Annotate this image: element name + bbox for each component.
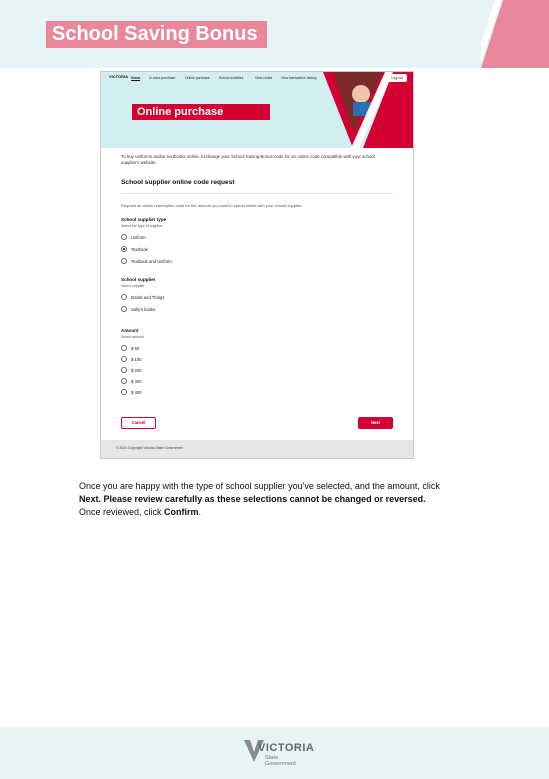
supplier-label: School supplier	[121, 277, 156, 282]
intro-text: To buy uniforms and/or textbooks online, exchange your School Saving Bonus code for an online code compatible with your school supplier's website.	[121, 154, 375, 165]
instruction-confirm: Confirm	[164, 507, 199, 517]
instruction-line-1: Once you are happy with the type of school supplier you've selected, and the amount, click	[79, 481, 440, 491]
logout-button[interactable]: Log out	[387, 74, 407, 82]
nav-home[interactable]: Home	[131, 76, 141, 80]
supplier-type-hint: Select the type of supplier	[121, 224, 163, 228]
instruction-paragraph	[79, 480, 509, 519]
divider	[121, 193, 393, 194]
option-amount-100-label: $ 100	[131, 357, 142, 362]
option-sallys-books-label: Sally's books	[131, 307, 156, 312]
request-text: Request an online redemption code for the amount you want to spend online with your school supplier.	[121, 203, 303, 208]
nav-school-activities[interactable]: School activities	[219, 76, 244, 80]
section-title: School supplier online code request	[121, 179, 235, 186]
header-decoration	[481, 0, 549, 68]
radio-amount-300[interactable]	[121, 378, 127, 384]
nav-view-codes[interactable]: View codes	[255, 76, 273, 80]
copyright-text: © 2024 Copyright Victoria State Government	[116, 446, 184, 450]
victoria-logo	[109, 75, 128, 79]
next-button[interactable]: Next	[358, 417, 393, 429]
radio-textbook-and-uniform[interactable]	[121, 258, 127, 264]
logo-line-state: State	[265, 755, 279, 761]
option-amount-50-label: $ 50	[131, 346, 140, 351]
instruction-line-3-prefix: Once reviewed, click	[79, 507, 165, 517]
radio-amount-200[interactable]	[121, 367, 127, 373]
option-uniform-label: Uniform	[131, 235, 146, 240]
page-title: School Saving Bonus	[46, 21, 267, 48]
screenshot-footer	[101, 440, 413, 458]
radio-amount-50[interactable]	[121, 345, 127, 351]
option-textbook-label: Textbook	[131, 247, 148, 252]
nav-in-store-purchase[interactable]: In-store purchase	[149, 76, 176, 80]
option-textbook-uniform-label: Textbook and Uniform	[131, 259, 172, 264]
online-purchase-banner: Online purchase	[132, 104, 270, 120]
logo-line-government: Government	[265, 761, 296, 767]
option-amount-200-label: $ 200	[131, 368, 142, 373]
supplier-type-label: School supplier type	[121, 217, 167, 222]
radio-sallys-books[interactable]	[121, 306, 127, 312]
victoria-logo-word: VICTORIA	[258, 742, 315, 754]
option-amount-300-label: $ 300	[131, 379, 142, 384]
radio-uniform[interactable]	[121, 234, 127, 240]
victoria-logo-text: VICTORIA	[109, 74, 129, 79]
app-screenshot	[100, 71, 414, 459]
victoria-state-government-logo	[244, 740, 315, 770]
instruction-line-3-suffix: .	[198, 507, 202, 517]
amount-label: Amount	[121, 328, 139, 333]
option-books-and-things-label: Books and Things	[131, 295, 165, 300]
option-amount-400-label: $ 400	[131, 390, 142, 395]
cancel-button[interactable]: Cancel	[121, 417, 156, 429]
supplier-hint: Select supplier	[121, 284, 145, 288]
radio-books-and-things[interactable]	[121, 294, 127, 300]
radio-textbook[interactable]	[121, 246, 127, 252]
nav-online-purchase[interactable]: Online purchase	[185, 76, 210, 80]
radio-amount-400[interactable]	[121, 389, 127, 395]
state-government-text	[265, 755, 296, 767]
instruction-line-2: Next. Please review carefully as these selections cannot be changed or reversed.	[79, 494, 426, 504]
nav-transaction-history[interactable]: View transaction history	[281, 76, 317, 80]
radio-amount-100[interactable]	[121, 356, 127, 362]
amount-hint: Select amount	[121, 335, 144, 339]
hero-illustration	[323, 72, 413, 148]
